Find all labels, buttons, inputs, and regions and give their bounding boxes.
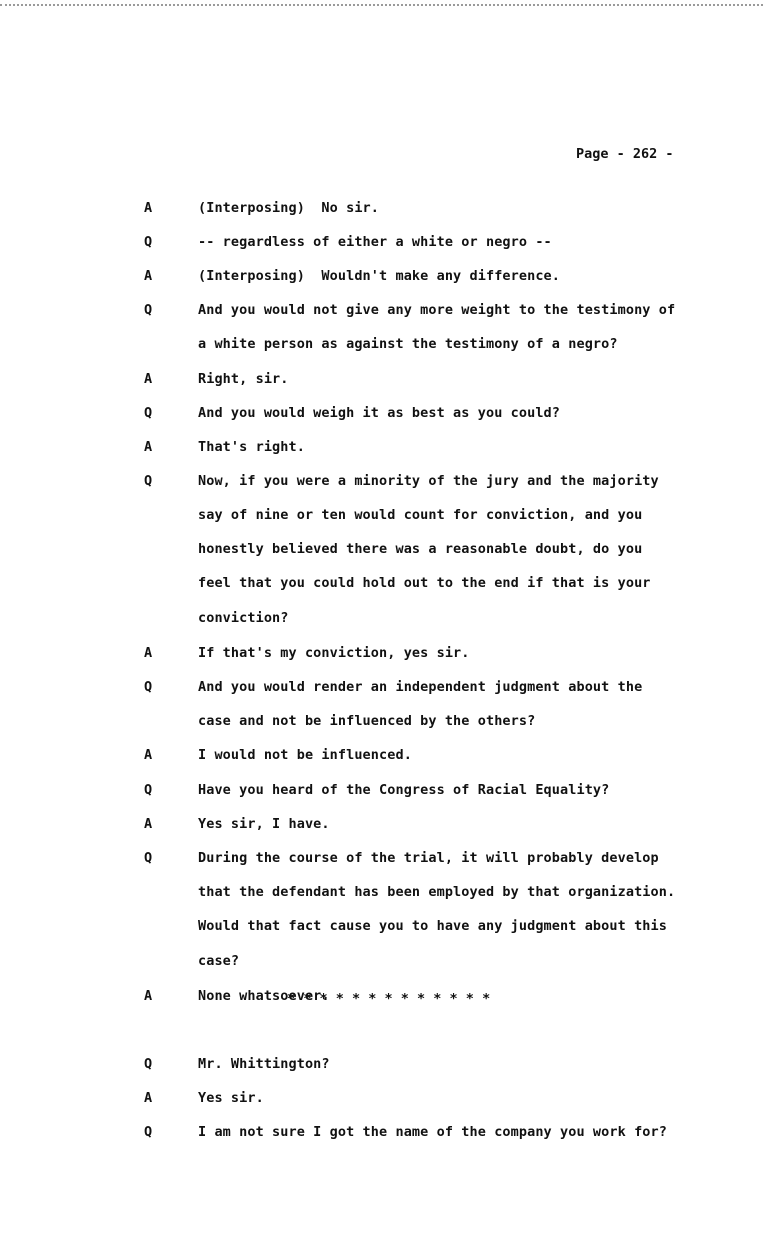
transcript-text: a white person as against the testimony of a negro? [198,336,618,352]
speaker-label: A [144,268,153,284]
transcript-line [0,1056,763,1074]
speaker-label: A [144,371,153,387]
transcript-line [0,645,763,663]
transcript-line [0,336,763,354]
transcript-text: Would that fact cause you to have any judgment about this [198,918,667,934]
speaker-label: A [144,988,153,1004]
speaker-label: A [144,816,153,832]
speaker-label: A [144,1090,153,1106]
transcript-line [0,405,763,423]
transcript-text: Yes sir. [198,1090,264,1106]
transcript-line [0,473,763,491]
transcript-line [0,439,763,457]
transcript-text: During the course of the trial, it will probably develop [198,850,659,866]
speaker-label: A [144,439,153,455]
speaker-label: Q [144,234,153,250]
transcript-line [0,1090,763,1108]
transcript-text: Right, sir. [198,371,289,387]
transcript-line [0,953,763,971]
transcript-line [0,541,763,559]
transcript-line [0,575,763,593]
section-separator: * * * * * * * * * * * * * [287,991,491,1007]
transcript-text: And you would weigh it as best as you could? [198,405,561,421]
transcript-text: Now, if you were a minority of the jury and the majority [198,473,659,489]
transcript-text: honestly believed there was a reasonable doubt, do you [198,541,643,557]
transcript-text: feel that you could hold out to the end if that is your [198,575,651,591]
transcript-line [0,610,763,628]
speaker-label: Q [144,302,153,318]
transcript-line [0,918,763,936]
page-top-edge [0,0,763,6]
transcript-line [0,884,763,902]
speaker-label: A [144,200,153,216]
transcript-text: And you would render an independent judgment about the [198,679,643,695]
transcript-text: Have you heard of the Congress of Racial Equality? [198,782,610,798]
transcript-text: And you would not give any more weight to the testimony of [198,302,676,318]
transcript-text: I am not sure I got the name of the company you work for? [198,1124,667,1140]
speaker-label: A [144,747,153,763]
transcript-line [0,782,763,800]
transcript-text: case and not be influenced by the others? [198,713,536,729]
transcript-text: That's right. [198,439,305,455]
speaker-label: Q [144,1124,153,1140]
transcript-line [0,850,763,868]
speaker-label: Q [144,1056,153,1072]
transcript-text: that the defendant has been employed by that organization. [198,884,676,900]
transcript-line [0,200,763,218]
transcript-line [0,507,763,525]
speaker-label: Q [144,782,153,798]
transcript-line [0,302,763,320]
transcript-line [0,747,763,765]
transcript-text: case? [198,953,240,969]
transcript-text: conviction? [198,610,289,626]
speaker-label: Q [144,473,153,489]
transcript-text: None whatsoever. [198,988,330,1004]
transcript-line [0,371,763,389]
transcript-text: Mr. Whittington? [198,1056,330,1072]
transcript-line [0,816,763,834]
transcript-text: Yes sir, I have. [198,816,330,832]
transcript-line [0,234,763,252]
speaker-label: A [144,645,153,661]
transcript-text: -- regardless of either a white or negro -- [198,234,552,250]
transcript-text: I would not be influenced. [198,747,412,763]
transcript-line [0,268,763,286]
transcript-line [0,713,763,731]
transcript-text: (Interposing) No sir. [198,200,380,216]
transcript-text: If that's my conviction, yes sir. [198,645,470,661]
page-number: Page - 262 - [576,146,674,162]
transcript-text: (Interposing) Wouldn't make any difference. [198,268,561,284]
speaker-label: Q [144,679,153,695]
transcript-line [0,1124,763,1142]
transcript-text: say of nine or ten would count for conviction, and you [198,507,643,523]
speaker-label: Q [144,405,153,421]
transcript-line [0,679,763,697]
speaker-label: Q [144,850,153,866]
